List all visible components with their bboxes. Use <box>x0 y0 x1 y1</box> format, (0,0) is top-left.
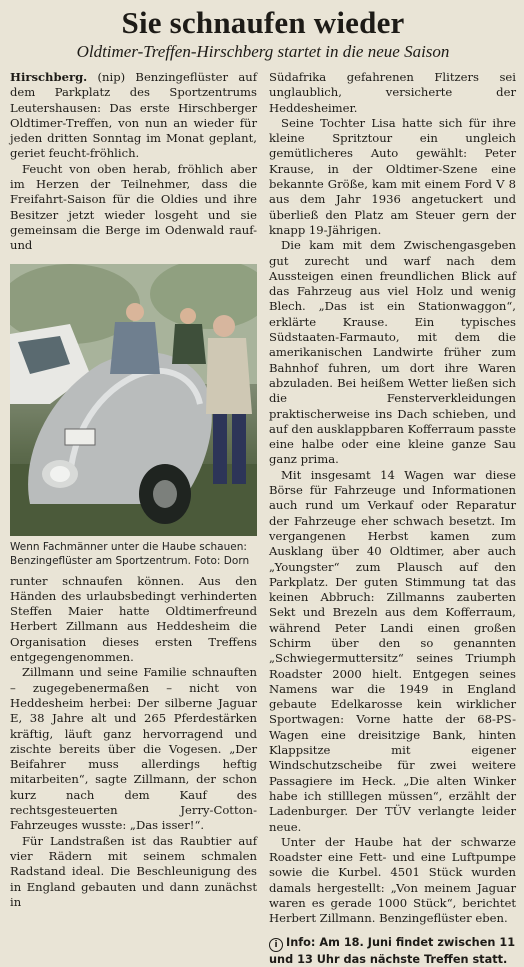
paragraph: Die kam mit dem Zwischengasgeben gut zurecht und warf nach dem Aussteigen einen freundlichen Blick auf das Fahrzeug aus viel Holz und wenig Blech. „Das ist ein Stationwaggon“, erklärte Krause. Ein typisches Südstaaten-Farmauto, mit dem die amerikanischen Landwirte früher zum Bahnhof fuhren, um dort ihre Waren abzuladen. Bei heißem Wetter ließen sich die Fensterverkleidungen praktischerweise ins Dach schieben, und auf den ausklappbaren Kofferraum passte eine halbe oder eine kleine ganze Sau ganz prima. <box>269 238 516 467</box>
lead-text: (nip) Benzingeflüster auf dem Parkplatz des Sportzentrums Leutershausen: Das erste Hirschberger Oldtimer-Treffen, von nun an wieder für jeden dritten Sonntag im Monat geplant, geriet feucht-fröhlich. <box>10 70 257 161</box>
paragraph: Südafrika gefahrenen Flitzers sei unglaublich, versicherte der Heddesheimer. <box>269 70 516 115</box>
paragraph: Feucht von oben herab, fröhlich aber im Herzen der Teilnehmer, dass die Freifahrt-Saison für die Oldies und ihre Besitzer jetzt wieder losgeht und sie gemeinsam die Berge im Odenwald rauf- und <box>10 161 257 253</box>
headline: Sie schnaufen wieder <box>121 5 405 40</box>
info-box <box>269 935 516 967</box>
paragraph: Seine Tochter Lisa hatte sich für ihre kleine Spritztour ein ungleich gemütlicheres Auto gewählt: Peter Krause, in der Oldtimer-Szene eine bekannte Größe, kam mit einem Ford V 8 aus dem Jahr 1936 angetuckert und überließ den Platz am Steuer gern der knapp 19-Jährigen. <box>269 115 516 237</box>
dateline: Hirschberg. <box>10 70 88 84</box>
info-icon: i <box>269 938 283 952</box>
paragraph: Für Landstraßen ist das Raubtier auf vier Rädern mit seinem schmalen Radstand ideal. Die Beschleunigung des in England gebauten und dann zunächst in <box>10 833 257 909</box>
photo-caption: Wenn Fachmänner unter die Haube schauen: Benzingeflüster am Sportzentrum. Foto: Dorn <box>10 540 250 567</box>
lead-paragraph <box>10 70 257 162</box>
article-columns <box>10 70 516 967</box>
photo-illustration <box>10 264 257 536</box>
subheadline: Oldtimer-Treffen-Hirschberg startet in die neue Saison <box>76 42 450 61</box>
right-column <box>269 70 516 967</box>
left-column <box>10 70 257 967</box>
paragraph: Zillmann und seine Familie schnauften – zugegebenermaßen – nicht von Heddesheim herbei: Der silberne Jaguar E, 38 Jahre alt und 265 Pferdestärken kräftig, läuft ganz hervorragend und zischte bereits über die Vogesen. „Der Beifahrer muss allerdings heftig mitarbeiten“, sagte Zillmann, der schon kurz nach dem Kauf des rechtsgesteuerten Jerry-Cotton-Fahrzeuges wusste: „Das isser!“. <box>10 665 257 833</box>
paragraph: runter schnaufen können. Aus den Händen des urlaubsbedingt verhinderten Steffen Maier hatte Oldtimerfreund Herbert Zillmann aus Heddesheim die Organisation dieses ersten Treffens entgegengenommen. <box>10 573 257 665</box>
article-photo <box>10 264 257 536</box>
info-text: Info: Am 18. Juni findet zwischen 11 und 13 Uhr das nächste Treffen statt. <box>269 935 516 966</box>
paragraph: Mit insgesamt 14 Wagen war diese Börse für Fahrzeuge und Informationen auch rund um Verkauf oder Reparatur der Fahrzeuge eher schwach besetzt. Im vergangenen Herbst kamen zum Ausklang über 40 Oldtimer, aber auch „Youngster“ zum Plausch auf den Parkplatz. Der guten Stimmung tat das keinen Abbruch: Zillmanns zauberten Sekt und Brezeln aus dem Kofferraum, während Peter Landi einen großen Schirm über den so genannten „Schwiegermuttersitz“ seines Triumph Roadster 2000 hielt. Entgegen seines Namens war die 1949 in England gebaute Edelkarosse kein wirklicher Sportwagen: Vorne hatte der 68-PS-Wagen eine dreisitzige Bank, hinten Klappsitze mit eigener Windschutzscheibe für zwei weitere Passagiere im Heck. „Die alten Winker habe ich stilllegen müssen“, erzählt der Ladenburger. Der TÜV verlangte leider neue. <box>269 467 516 834</box>
paragraph: Unter der Haube hat der schwarze Roadster eine Fett- und eine Luftpumpe sowie die Kurbel. 4501 Stück wurden damals hergestellt: „Von meinem Jaguar waren es gerade 1000 Stück“, berichtet Herbert Zillmann. Benzingeflüster eben. <box>269 834 516 926</box>
